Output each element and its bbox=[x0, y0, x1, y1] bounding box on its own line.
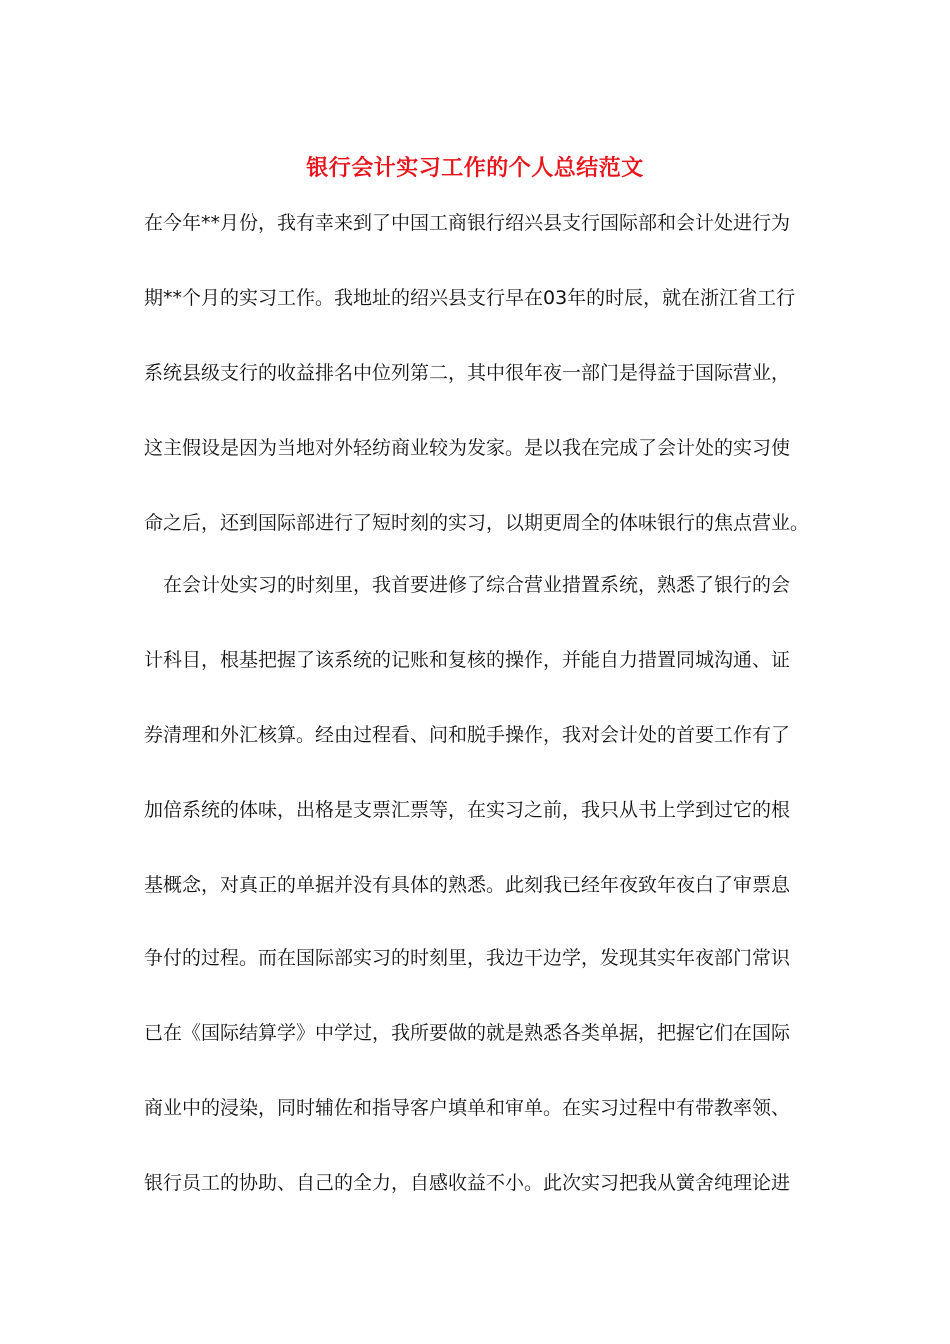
paragraph-line: 券清理和外汇核算。经由过程看、问和脱手操作，我对会计处的首要工作有了 bbox=[144, 724, 791, 746]
paragraph-line: 在会计处实习的时刻里，我首要进修了综合营业措置系统，熟悉了银行的会 bbox=[163, 574, 791, 596]
document-title: 银行会计实习工作的个人总结范文 bbox=[306, 155, 644, 181]
paragraph-line: 加倍系统的体味，出格是支票汇票等，在实习之前，我只从书上学到过它的根 bbox=[144, 799, 791, 821]
paragraph-line: 命之后，还到国际部进行了短时刻的实习，以期更周全的体味银行的焦点营业。 bbox=[144, 512, 810, 534]
paragraph-line: 系统县级支行的收益排名中位列第二，其中很年夜一部门是得益于国际营业， bbox=[144, 362, 791, 384]
paragraph-line: 计科目，根基把握了该系统的记账和复核的操作，并能自力措置同城沟通、证 bbox=[144, 649, 791, 671]
paragraph-line: 银行员工的协助、自己的全力，自感收益不小。此次实习把我从黉舍纯理论进 bbox=[144, 1172, 791, 1194]
paragraph-line: 基概念，对真正的单据并没有具体的熟悉。此刻我已经年夜致年夜白了审票息 bbox=[144, 874, 791, 896]
paragraph-line: 期**个月的实习工作。我地址的绍兴县支行早在03年的时辰，就在浙江省工行 bbox=[144, 287, 796, 309]
paragraph-line: 商业中的浸染，同时辅佐和指导客户填单和审单。在实习过程中有带教率领、 bbox=[144, 1097, 791, 1119]
paragraph-line: 这主假设是因为当地对外轻纺商业较为发家。是以我在完成了会计处的实习使 bbox=[144, 437, 791, 459]
paragraph-line: 争付的过程。而在国际部实习的时刻里，我边干边学，发现其实年夜部门常识 bbox=[144, 947, 791, 969]
paragraph-line: 已在《国际结算学》中学过，我所要做的就是熟悉各类单据，把握它们在国际 bbox=[144, 1022, 791, 1044]
paragraph-line: 在今年**月份，我有幸来到了中国工商银行绍兴县支行国际部和会计处进行为 bbox=[144, 212, 791, 234]
